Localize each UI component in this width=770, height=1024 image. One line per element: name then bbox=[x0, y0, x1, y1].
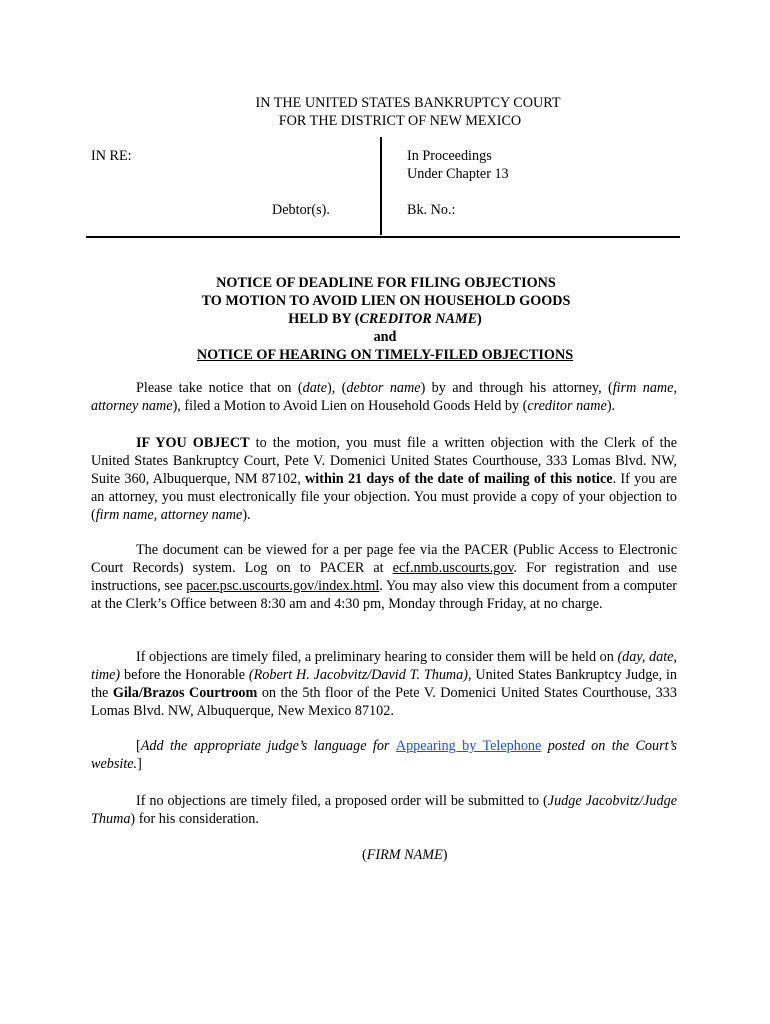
title-line5: NOTICE OF HEARING ON TIMELY-FILED OBJECTIONS bbox=[196, 347, 574, 363]
caption-horizontal-rule bbox=[86, 236, 680, 238]
text: date bbox=[302, 380, 328, 396]
text: on the 5th floor of the Pete V. Domenici United States Courthouse, 333 Lomas Blvd. NW, Albuquerque, New Mexico 87102. bbox=[91, 685, 677, 719]
text: ). bbox=[242, 507, 251, 523]
text: . If you are an attorney, you must electronically file your objection. You must provide a copy of your objection to ( bbox=[91, 471, 677, 523]
text: IF YOU OBJECT bbox=[136, 435, 250, 451]
text: Judge Jacobvitz/Judge Thuma bbox=[91, 793, 677, 827]
caption-vertical-rule bbox=[380, 137, 382, 235]
text: ] bbox=[137, 756, 142, 772]
text: , United States Bankruptcy Judge, in the bbox=[91, 667, 677, 701]
text: firm name, attorney name bbox=[91, 380, 678, 414]
title-line2: TO MOTION TO AVOID LIEN ON HOUSEHOLD GOODS bbox=[201, 293, 571, 309]
caption-in-re: IN RE: bbox=[91, 148, 132, 164]
paragraph-telephone bbox=[91, 737, 677, 773]
text: If no objections are timely filed, a proposed order will be submitted to ( bbox=[136, 793, 548, 809]
court-heading bbox=[0, 94, 770, 130]
text: (Robert H. Jacobvitz/David T. Thuma) bbox=[248, 667, 468, 683]
paragraph-no-objections bbox=[91, 792, 677, 828]
text: ) for his consideration. bbox=[130, 811, 259, 827]
paragraph-objection bbox=[91, 434, 677, 524]
court-name: IN THE UNITED STATES BANKRUPTCY COURT bbox=[255, 95, 561, 111]
text: ), filed a Motion to Avoid Lien on Household Goods Held by ( bbox=[172, 398, 528, 414]
text: before the Honorable bbox=[120, 667, 249, 683]
text: The document can be viewed for a per page fee via the PACER (Public Access to Electronic Court Records) system. Log on to PACER at bbox=[91, 542, 677, 576]
title-line1: NOTICE OF DEADLINE FOR FILING OBJECTIONS bbox=[216, 275, 556, 291]
text: (day, date, time) bbox=[91, 649, 677, 683]
paragraph-notice bbox=[91, 379, 677, 415]
text: Gila/Brazos Courtroom bbox=[112, 685, 258, 701]
text: If objections are timely filed, a preliminary hearing to consider them will be held on bbox=[136, 649, 618, 665]
text: ). bbox=[606, 398, 616, 414]
court-district: FOR THE DISTRICT OF NEW MEXICO bbox=[278, 113, 522, 129]
text: creditor name bbox=[527, 398, 607, 414]
text: Please take notice that on ( bbox=[136, 380, 303, 396]
text: ( bbox=[362, 847, 367, 863]
title-creditor-name: CREDITOR NAME bbox=[359, 311, 478, 327]
title-line3-suffix: ) bbox=[477, 311, 482, 327]
caption-debtor: Debtor(s). bbox=[272, 202, 330, 218]
paragraph-pacer bbox=[91, 541, 677, 613]
text: . You may also view this document from a computer at the Clerk’s Office between 8:30 am and 4:30 pm, Monday through Friday, at no charge. bbox=[91, 578, 677, 612]
ecf-link[interactable]: ecf.nmb.uscourts.gov bbox=[392, 560, 514, 576]
title-line4: and bbox=[373, 329, 397, 345]
pacer-link[interactable]: pacer.psc.uscourts.gov/index.html bbox=[186, 578, 380, 594]
text: posted on the Court’s website. bbox=[91, 738, 677, 772]
notice-title bbox=[0, 274, 770, 364]
text: Add the appropriate judge’s language for bbox=[140, 738, 396, 754]
proceedings-line2: Under Chapter 13 bbox=[407, 166, 509, 182]
caption-bk-no: Bk. No.: bbox=[407, 202, 456, 218]
title-line3-prefix: HELD BY ( bbox=[288, 311, 360, 327]
text: ) bbox=[442, 847, 448, 863]
title-line3 bbox=[0, 310, 770, 328]
text: FIRM NAME bbox=[366, 847, 443, 863]
firm-name-signature bbox=[362, 846, 448, 864]
text: ) by and through his attorney, ( bbox=[420, 380, 613, 396]
text: to the motion, you must file a written objection with the Clerk of the United States Bankruptcy Court, Pete V. Domenici United States Courthouse, 333 Lomas Blvd. NW, Suite 360, Albuquerque, NM 87102, bbox=[91, 435, 677, 487]
text: firm name, attorney name bbox=[95, 507, 243, 523]
text: [ bbox=[136, 738, 141, 754]
caption-proceedings bbox=[407, 147, 509, 183]
paragraph-hearing bbox=[91, 648, 677, 720]
text: . For registration and use instructions, see bbox=[91, 560, 677, 594]
text: ), ( bbox=[327, 380, 347, 396]
proceedings-line1: In Proceedings bbox=[407, 148, 492, 164]
text: within 21 days of the date of mailing of this notice bbox=[305, 471, 613, 487]
appearing-by-telephone-link[interactable]: Appearing by Telephone bbox=[395, 738, 542, 754]
text: debtor name bbox=[346, 380, 421, 396]
